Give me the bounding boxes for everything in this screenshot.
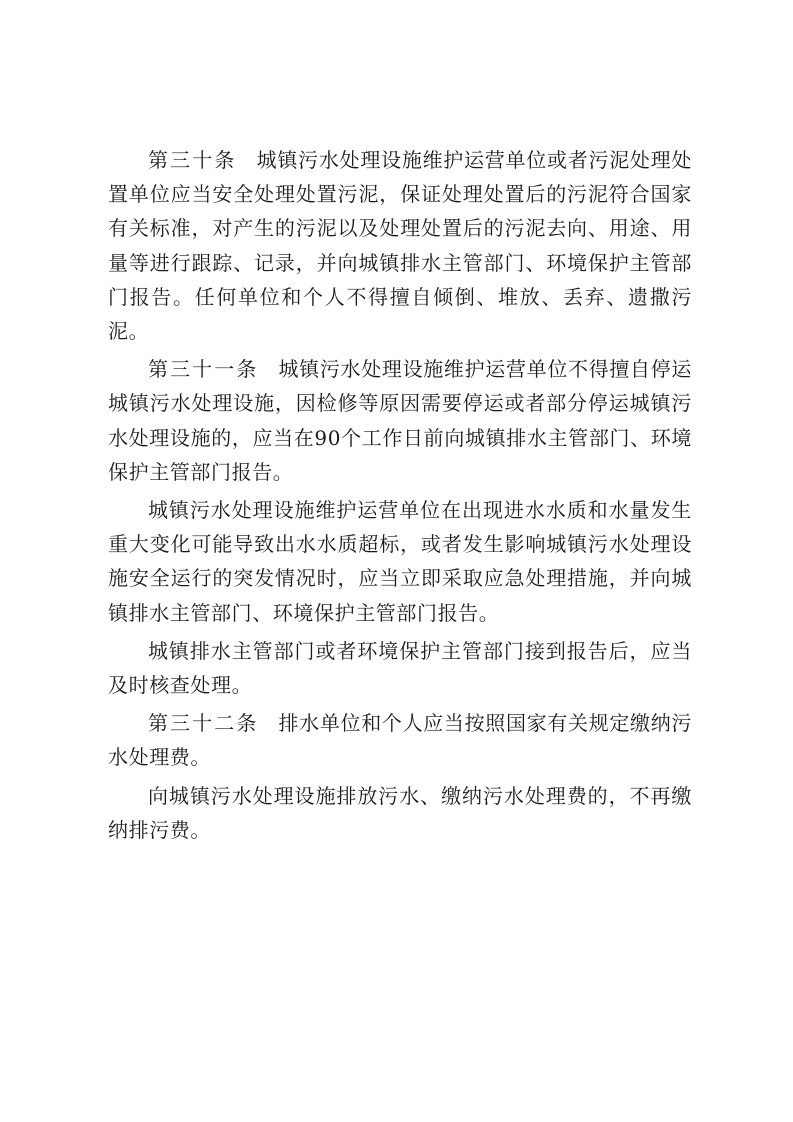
article-number: 第三十条 [148, 148, 237, 172]
paragraph-text: 向城镇污水处理设施排放污水、缴纳污水处理费的，不再缴纳排污费。 [108, 783, 692, 842]
paragraph-text: 城镇污水处理设施维护运营单位不得擅自停运城镇污水处理设施，因检修等原因需要停运或者部分停运城镇污水处理设施的，应当在90个工作日前向城镇排水主管部门、环境保护主管部门报告。 [108, 357, 693, 484]
article-number: 第三十一条 [148, 357, 259, 382]
paragraph-article-30 [108, 143, 692, 348]
paragraph-text: 城镇排水主管部门或者环境保护主管部门接到报告后，应当及时核查处理。 [108, 638, 692, 698]
paragraph-article-32 [108, 706, 692, 774]
paragraph-article-31-clause-2 [108, 493, 692, 630]
paragraph-text: 城镇污水处理设施维护运营单位在出现进水水质和水量发生重大变化可能导致出水水质超标，或者发生影响城镇污水处理设施安全运行的突发情况时，应当立即采取应急处理措施，并向城镇排水主管部门、环境保护主管部门报告。 [108, 498, 692, 625]
paragraph-article-31-clause-3 [108, 634, 692, 702]
paragraph-article-31 [108, 352, 692, 489]
paragraph-article-32-clause-2 [108, 779, 692, 847]
paragraph-text: 城镇污水处理设施维护运营单位或者污泥处理处置单位应当安全处理处置污泥，保证处理处置后的污泥符合国家有关标准，对产生的污泥以及处理处置后的污泥去向、用途、用量等进行跟踪、记录，并向城镇排水主管部门、环境保护主管部门报告。任何单位和个人不得擅自倾倒、堆放、丢弃、遗撒污泥。 [108, 148, 692, 344]
document-body [108, 143, 692, 851]
paragraph-text: 排水单位和个人应当按照国家有关规定缴纳污水处理费。 [108, 711, 693, 770]
article-number: 第三十二条 [148, 711, 259, 736]
